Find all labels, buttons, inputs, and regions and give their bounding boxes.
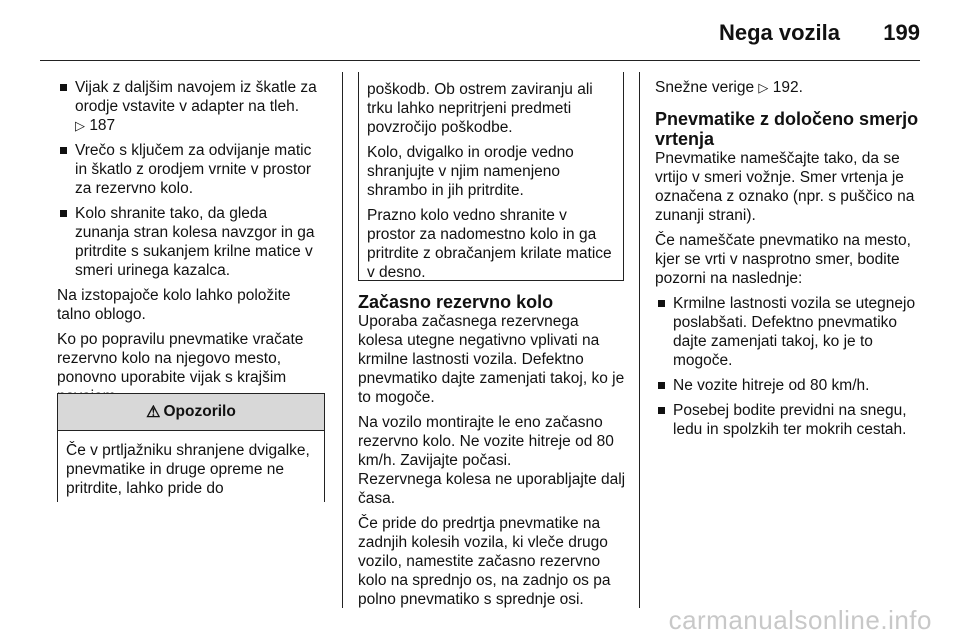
- column-3: [655, 78, 923, 445]
- list-item-text: Posebej bodite previdni na snegu, ledu in spolzkih ter mokrih cestah.: [673, 402, 907, 438]
- paragraph: Uporaba začasnega rezervnega kolesa utegne negativno vplivati na krmilne lastnosti vozila. Defektno pnevmatiko dajte zamenjati takoj, ko je to mogoče.: [358, 313, 625, 406]
- section-heading: Pnevmatike z določeno smerjo vrtenja: [655, 109, 919, 149]
- reference-arrow-icon: ▷: [758, 80, 769, 95]
- list-item: [655, 376, 923, 395]
- paragraph: Pnevmatike nameščajte tako, da se vrtijo v smeri vožnje. Smer vrtenja je označena z oznako (npr. s puščico na zunanji strani).: [655, 150, 915, 224]
- warning-title: Opozorilo: [163, 403, 236, 420]
- column-divider-1: [342, 72, 343, 608]
- header-title: Nega vozila: [718, 20, 840, 45]
- warning-triangle-icon: ⚠: [146, 404, 161, 421]
- warning-box: [57, 393, 325, 502]
- list-item-text: Vijak z daljšim navojem iz škatle za orodje vstavite v adapter na tleh.: [75, 79, 317, 115]
- list-item: [655, 294, 923, 370]
- column-2: [358, 292, 626, 615]
- paragraph: poškodb. Ob ostrem zaviranju ali trku lahko nepritrjeni predmeti povzročijo poškodbe.: [367, 81, 593, 136]
- paragraph: Če nameščate pnevmatiko na mesto, kjer se vrti v nasprotno smer, bodite pozorni na naslednje:: [655, 232, 911, 287]
- list-item: [655, 401, 923, 439]
- paragraph: Ko po popravilu pnevmatike vračate rezervno kolo na njegovo mesto, ponovno uporabite vijak s krajšim: [57, 331, 304, 386]
- column-divider-2: [639, 72, 640, 608]
- list-item-text: Ne vozite hitreje od 80 km/h.: [673, 377, 870, 394]
- paragraph: Kolo, dvigalko in orodje vedno shranjujte v njim namenjeno shrambo in jih pritrdite.: [367, 144, 574, 199]
- paragraph: Če pride do predrtja pnevmatike na zadnjih kolesih vozila, ki vleče drugo vozilo, namestite začasno rezervno kolo na sprednjo os, na zadnjo os pa polno pnevmatiko s sprednje osi.: [358, 515, 611, 608]
- reference-text: Snežne verige: [655, 79, 755, 96]
- paragraph: Rezervnega kolesa ne uporabljajte dalj časa.: [358, 471, 626, 507]
- snow-chains-reference: [655, 78, 923, 97]
- list-item-text: Krmilne lastnosti vozila se utegnejo poslabšati. Defektno pnevmatiko dajte zamenjati takoj, ko je to mogoče.: [673, 295, 916, 369]
- list-item: [57, 204, 325, 280]
- section-heading: Začasno rezervno kolo: [358, 292, 554, 312]
- paragraph: Na vozilo montirajte le eno začasno rezervno kolo. Ne vozite hitreje od 80 km/h. Zavijajte počasi.: [358, 414, 614, 469]
- list-item-text: Kolo shranite tako, da gleda zunanja stran kolesa navzgor in ga pritrdite s sukanjem krilne matice v smeri urinega kazalca.: [75, 205, 315, 279]
- watermark: carmanualsonline.info: [668, 605, 932, 635]
- warning-text: Če v prtljažniku shranjene dvigalke, pnevmatike in druge opreme ne pritrdite, lahko pride do: [66, 442, 310, 497]
- paragraph: Na izstopajoče kolo lahko položite talno oblogo.: [57, 287, 291, 323]
- list-item: [57, 141, 325, 198]
- list-item: [57, 78, 325, 135]
- paragraph: Prazno kolo vedno shranite v prostor za nadomestno kolo in ga pritrdite z obračanjem krilate matice v desno.: [367, 207, 612, 281]
- column-1: [57, 78, 325, 412]
- header-rule: [40, 60, 920, 61]
- page-number: 199: [883, 20, 920, 45]
- list-item-text: Vrečo s ključem za odvijanje matic in škatlo z orodjem vrnite v prostor za rezervno kolo.: [75, 142, 312, 197]
- page-header: [0, 0, 960, 62]
- reference-arrow-icon: ▷: [75, 118, 85, 133]
- warning-box-continued: [358, 72, 624, 281]
- warning-header: [58, 394, 324, 431]
- page-reference[interactable]: 192.: [772, 79, 803, 96]
- page-reference[interactable]: 187: [89, 117, 116, 134]
